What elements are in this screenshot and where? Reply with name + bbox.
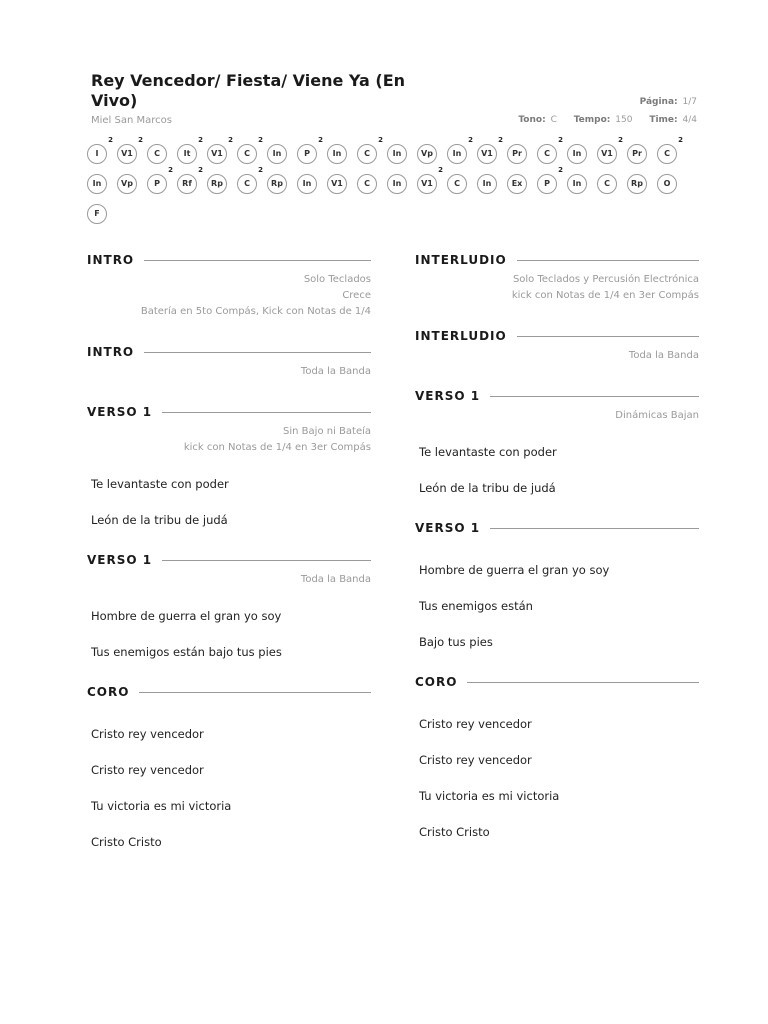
- roadmap-repeat-count: 2: [678, 136, 683, 144]
- roadmap-section-badge[interactable]: [147, 144, 167, 164]
- section-lyrics: [87, 466, 371, 538]
- section-header: [87, 550, 371, 570]
- roadmap-section-code: Rp: [211, 179, 223, 188]
- roadmap-section-code: In: [92, 179, 102, 188]
- section-header: [87, 342, 371, 362]
- roadmap-section-code: I: [95, 149, 99, 158]
- roadmap-section-badge[interactable]: [447, 174, 467, 194]
- roadmap-section-badge[interactable]: [87, 174, 107, 194]
- roadmap-section-badge[interactable]: [267, 144, 287, 164]
- lyric-line: Hombre de guerra el gran yo soy: [419, 563, 610, 577]
- roadmap-section-badge[interactable]: [117, 174, 137, 194]
- roadmap-section-code: Rf: [182, 179, 192, 188]
- roadmap-section-code: In: [392, 179, 402, 188]
- roadmap-section-badge[interactable]: [417, 144, 437, 164]
- section-notes: [415, 272, 699, 304]
- song-meta: [518, 97, 697, 133]
- roadmap-repeat-count: 2: [138, 136, 143, 144]
- section-divider: [467, 682, 699, 683]
- roadmap-section-badge[interactable]: [417, 166, 443, 194]
- song-title: Rey Vencedor/ Fiesta/ Viene Ya (En Vivo): [91, 71, 406, 110]
- section-title: INTRO: [87, 345, 135, 359]
- roadmap-section-code: Pr: [512, 149, 522, 158]
- page-label: Página:: [639, 97, 678, 107]
- roadmap-section-code: C: [454, 179, 460, 188]
- roadmap-section-badge[interactable]: [597, 174, 617, 194]
- lyric-line: Cristo Cristo: [91, 835, 162, 849]
- tempo-value: 150: [615, 115, 633, 125]
- roadmap-section-badge[interactable]: [477, 174, 497, 194]
- song-section: [87, 550, 371, 670]
- roadmap-section-badge[interactable]: [477, 136, 503, 164]
- section-title: VERSO 1: [415, 389, 481, 403]
- section-lyrics: [87, 716, 371, 860]
- song-section: [415, 672, 699, 850]
- roadmap-section-badge[interactable]: [357, 174, 377, 194]
- section-note: kick con Notas de 1/4 en 3er Compás: [183, 442, 371, 453]
- roadmap-section-code: P: [304, 149, 310, 158]
- lyric-line: Te levantaste con poder: [419, 445, 557, 459]
- section-note: Dinámicas Bajan: [615, 410, 699, 421]
- section-divider: [144, 352, 371, 353]
- song-settings: [518, 115, 697, 133]
- roadmap-repeat-count: 2: [318, 136, 323, 144]
- roadmap-section-code: P: [154, 179, 160, 188]
- lyric-line: Tus enemigos están bajo tus pies: [91, 645, 282, 659]
- lyric-line: Hombre de guerra el gran yo soy: [91, 609, 282, 623]
- roadmap-section-code: C: [664, 149, 670, 158]
- lyric-line: Te levantaste con poder: [91, 477, 229, 491]
- song-section: [87, 402, 371, 538]
- lyric-line: Tus enemigos están: [419, 599, 533, 613]
- section-title: CORO: [87, 685, 130, 699]
- roadmap-section-badge[interactable]: [297, 136, 323, 164]
- song-section: [415, 250, 699, 304]
- roadmap-section-badge[interactable]: [87, 204, 107, 224]
- roadmap-section-badge[interactable]: [87, 136, 113, 164]
- section-notes: [87, 572, 371, 588]
- roadmap-repeat-count: 2: [378, 136, 383, 144]
- roadmap-section-code: C: [364, 179, 370, 188]
- roadmap-section-badge[interactable]: [447, 136, 473, 164]
- section-note: Batería en 5to Compás, Kick con Notas de 1/4: [140, 306, 371, 317]
- roadmap-section-code: Pr: [632, 149, 642, 158]
- roadmap-section-badge[interactable]: [627, 174, 647, 194]
- section-title: VERSO 1: [87, 553, 153, 567]
- roadmap-section-badge[interactable]: [627, 144, 647, 164]
- roadmap-section-code: In: [392, 149, 402, 158]
- roadmap-section-badge[interactable]: [327, 144, 347, 164]
- roadmap-section-code: In: [572, 149, 582, 158]
- roadmap-repeat-count: 2: [618, 136, 623, 144]
- song-section: [87, 250, 371, 320]
- lyric-line: Cristo rey vencedor: [91, 727, 204, 741]
- roadmap-section-badge[interactable]: [207, 174, 227, 194]
- section-header: [87, 402, 371, 422]
- section-divider: [490, 528, 699, 529]
- roadmap-section-code: C: [544, 149, 550, 158]
- section-title: INTERLUDIO: [415, 253, 507, 267]
- section-header: [87, 250, 371, 270]
- roadmap-section-badge[interactable]: [567, 174, 587, 194]
- key-value: C: [550, 115, 557, 125]
- roadmap-section-code: F: [94, 209, 100, 218]
- roadmap-section-code: C: [154, 149, 160, 158]
- section-lyrics: [87, 598, 371, 670]
- section-divider: [517, 260, 699, 261]
- section-divider: [162, 560, 371, 561]
- section-note: Solo Teclados: [303, 274, 371, 285]
- section-note: kick con Notas de 1/4 en 3er Compás: [511, 290, 699, 301]
- section-header: [415, 250, 699, 270]
- roadmap-section-code: V1: [211, 149, 223, 158]
- roadmap-section-code: V1: [121, 149, 133, 158]
- section-notes: [87, 424, 371, 456]
- roadmap-section-code: Vp: [121, 179, 133, 188]
- section-header: [87, 682, 371, 702]
- section-note: Sin Bajo ni Bateía: [283, 426, 371, 437]
- section-notes: [87, 364, 371, 380]
- left-column: [87, 250, 371, 872]
- tempo-label: Tempo:: [573, 115, 611, 125]
- lyric-line: Tu victoria es mi victoria: [91, 799, 232, 813]
- roadmap-section-badge[interactable]: [177, 136, 203, 164]
- roadmap-section-badge[interactable]: [207, 136, 233, 164]
- roadmap-repeat-count: 2: [258, 136, 263, 144]
- key-label: Tono:: [518, 115, 546, 125]
- roadmap-section-code: Ex: [511, 179, 523, 188]
- roadmap-section-badge[interactable]: [537, 166, 563, 194]
- section-title: VERSO 1: [87, 405, 153, 419]
- roadmap-section-badge[interactable]: [147, 166, 173, 194]
- section-lyrics: [415, 706, 699, 850]
- roadmap-section-code: Rp: [631, 179, 643, 188]
- roadmap-section-code: C: [604, 179, 610, 188]
- roadmap-repeat-count: 2: [558, 166, 563, 174]
- section-divider: [144, 260, 371, 261]
- section-header: [415, 386, 699, 406]
- section-notes: [87, 272, 371, 320]
- roadmap-section-code: O: [663, 179, 671, 188]
- roadmap-section-badge[interactable]: [357, 136, 383, 164]
- roadmap-section-badge[interactable]: [387, 174, 407, 194]
- section-note: Toda la Banda: [628, 350, 699, 361]
- roadmap-section-badge[interactable]: [297, 174, 317, 194]
- roadmap-repeat-count: 2: [228, 136, 233, 144]
- roadmap-section-code: In: [332, 149, 342, 158]
- roadmap-section-code: Vp: [421, 149, 433, 158]
- section-note: Solo Teclados y Percusión Electrónica: [512, 274, 699, 285]
- section-notes: [415, 408, 699, 424]
- section-title: CORO: [415, 675, 458, 689]
- song-section: [415, 326, 699, 364]
- roadmap-section-badge[interactable]: [387, 144, 407, 164]
- roadmap-section-code: V1: [331, 179, 343, 188]
- roadmap-section-code: V1: [481, 149, 493, 158]
- song-section: [87, 682, 371, 860]
- lyric-line: Bajo tus pies: [419, 635, 493, 649]
- section-lyrics: [415, 552, 699, 660]
- section-title: INTERLUDIO: [415, 329, 507, 343]
- time-value: 4/4: [682, 115, 697, 125]
- roadmap-section-badge[interactable]: [177, 166, 203, 194]
- roadmap-section-code: C: [364, 149, 370, 158]
- roadmap-section-badge[interactable]: [537, 136, 563, 164]
- roadmap-section-code: It: [183, 149, 191, 158]
- roadmap-section-badge[interactable]: [657, 174, 677, 194]
- section-title: INTRO: [87, 253, 135, 267]
- right-column: [415, 250, 699, 862]
- section-divider: [139, 692, 371, 693]
- page-value: 1/7: [682, 97, 697, 107]
- lyric-line: Cristo Cristo: [419, 825, 490, 839]
- song-header: [91, 71, 697, 131]
- song-section: [415, 386, 699, 506]
- roadmap-repeat-count: 2: [108, 136, 113, 144]
- roadmap-section-code: Rp: [271, 179, 283, 188]
- roadmap-section-code: In: [302, 179, 312, 188]
- roadmap-section-code: In: [272, 149, 282, 158]
- roadmap-repeat-count: 2: [438, 166, 443, 174]
- roadmap-section-code: V1: [421, 179, 433, 188]
- roadmap-section-code: In: [482, 179, 492, 188]
- section-note: Crece: [342, 290, 371, 301]
- roadmap-section-code: C: [244, 149, 250, 158]
- roadmap-section-badge[interactable]: [567, 144, 587, 164]
- lyric-line: Cristo rey vencedor: [419, 717, 532, 731]
- song-section: [415, 518, 699, 660]
- roadmap-section-badge[interactable]: [237, 136, 263, 164]
- section-note: Toda la Banda: [300, 574, 371, 585]
- lyric-line: León de la tribu de judá: [91, 513, 228, 527]
- roadmap-section-badge[interactable]: [267, 174, 287, 194]
- section-notes: [415, 348, 699, 364]
- roadmap-repeat-count: 2: [498, 136, 503, 144]
- roadmap-repeat-count: 2: [198, 166, 203, 174]
- roadmap-repeat-count: 2: [258, 166, 263, 174]
- lyric-line: Cristo rey vencedor: [419, 753, 532, 767]
- lyric-line: León de la tribu de judá: [419, 481, 556, 495]
- roadmap-repeat-count: 2: [168, 166, 173, 174]
- roadmap-section-badge[interactable]: [237, 166, 263, 194]
- section-title: VERSO 1: [415, 521, 481, 535]
- roadmap-repeat-count: 2: [198, 136, 203, 144]
- time-label: Time:: [649, 115, 678, 125]
- lyric-line: Cristo rey vencedor: [91, 763, 204, 777]
- section-header: [415, 326, 699, 346]
- roadmap-repeat-count: 2: [468, 136, 473, 144]
- roadmap-repeat-count: 2: [558, 136, 563, 144]
- song-section: [87, 342, 371, 380]
- page-indicator: [518, 97, 697, 115]
- roadmap-section-badge[interactable]: [507, 144, 527, 164]
- roadmap-section-badge[interactable]: [597, 136, 623, 164]
- song-artist: Miel San Marcos: [91, 115, 172, 126]
- roadmap-section-badge[interactable]: [507, 174, 527, 194]
- roadmap-section-code: P: [544, 179, 550, 188]
- section-header: [415, 672, 699, 692]
- section-lyrics: [415, 434, 699, 506]
- roadmap-section-badge[interactable]: [327, 174, 347, 194]
- section-divider: [162, 412, 371, 413]
- roadmap-section-badge[interactable]: [657, 136, 683, 164]
- section-divider: [490, 396, 699, 397]
- roadmap-section-code: In: [452, 149, 462, 158]
- section-note: Toda la Banda: [300, 366, 371, 377]
- roadmap-section-badge[interactable]: [117, 136, 143, 164]
- section-header: [415, 518, 699, 538]
- roadmap-section-code: C: [244, 179, 250, 188]
- section-divider: [517, 336, 699, 337]
- roadmap-section-code: V1: [601, 149, 613, 158]
- roadmap-section-code: In: [572, 179, 582, 188]
- lyric-line: Tu victoria es mi victoria: [419, 789, 560, 803]
